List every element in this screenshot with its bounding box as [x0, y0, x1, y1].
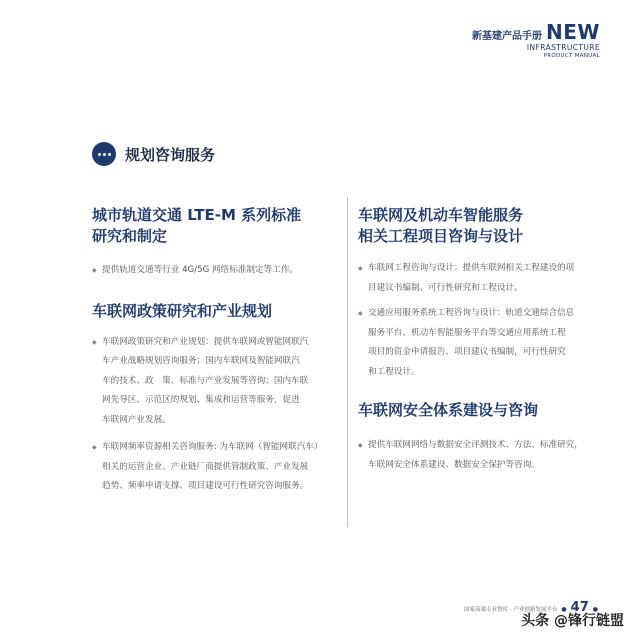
- security-system-title: 车联网安全体系建设与咨询: [358, 401, 539, 419]
- chat-bubble-icon: [92, 142, 116, 166]
- frequency-resource-bullet: ◆ 车联网频率资源相关咨询服务: 为车联网（智能网联汽车） 相关的运营企业、产业链厂商提供管制政策、产业发展 趋势、频率申请支撑、项目建设可行性研究咨询服务。: [92, 438, 340, 497]
- footer-dot-icon: ●: [561, 606, 567, 613]
- manual-header: [472, 22, 600, 59]
- left-column: [92, 205, 340, 497]
- header-title-infrastructure: INFRASTRUCTURE: [526, 43, 600, 52]
- footer-dot-icon: ●: [592, 606, 598, 613]
- header-title-cn: 新基建产品手册: [472, 31, 543, 42]
- policy-research-bullet: ◆ 车联网政策研究和产业规划：提供车联网或智能网联汽 车产业战略规划咨询服务；国内车联网及智能网联汽 车的技术、政 策、标准与产业发展等咨询；国内车联 网先导区、示范区的规划、集成和运营等服务，促进 车联网产业发展。: [92, 333, 340, 431]
- section-title: 规划咨询服务: [125, 145, 216, 164]
- section-heading: [92, 142, 215, 166]
- transport-application-bullet: ◆ 交通应用服务系统工程咨询与设计：轨道交通综合信息 服务平台、机动车智能服务平台等交通应用系统工程 项目的资金申请报告、项目建议书编制，可行性研究 和工程设计。: [358, 304, 606, 382]
- engineering-consulting-bullet: ◆ 车联网工程咨询与设计：提供车联网相关工程建设的项 目建议书编制、可行性研究和工程设计。: [358, 259, 606, 298]
- right-column: [358, 205, 606, 475]
- vehicle-service-title: 车联网及机动车智能服务 相关工程项目咨询与设计: [358, 206, 524, 245]
- page-number: 47: [570, 600, 589, 615]
- column-divider: [347, 197, 348, 527]
- policy-research-title: 车联网政策研究和产业规划: [92, 301, 273, 320]
- lte-m-bullet: ◆ 提供轨道交通等行业 4G/5G 网络标准制定等工作。: [92, 261, 340, 281]
- security-system-bullet: ◆ 提供车联网网络与数据安全评测技术、方法、标准研究， 车联网安全体系建设、数据安全保护等咨询。: [358, 436, 606, 475]
- header-title-new: NEW: [546, 20, 600, 44]
- footer-text: 国家高端专业智库 · 产业创新发展平台: [464, 607, 558, 613]
- header-title-product-manual: PRODUCT MANUAL: [543, 53, 600, 59]
- lte-m-standard-title: 城市轨道交通 LTE-M 系列标准 研究和制定: [92, 206, 302, 245]
- watermark: 头条 @锋行链盟: [521, 613, 624, 629]
